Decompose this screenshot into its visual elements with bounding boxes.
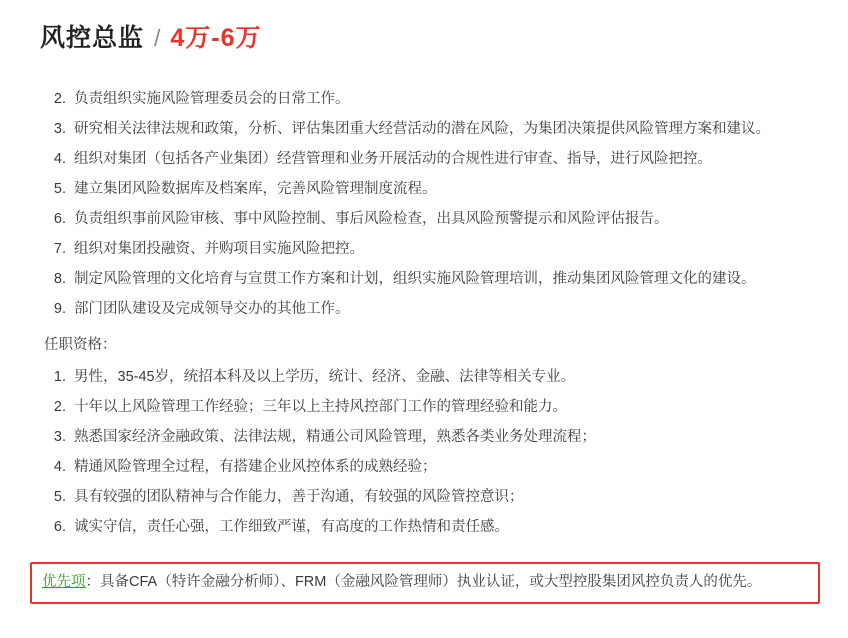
list-item-text: 组织对集团投融资、并购项目实施风险把控。 bbox=[74, 241, 364, 257]
list-item bbox=[40, 392, 818, 422]
list-item-number: 2. bbox=[53, 91, 66, 107]
list-item-text: 十年以上风险管理工作经验；三年以上主持风控部门工作的管理经验和能力。 bbox=[74, 399, 567, 415]
list-item-text: 部门团队建设及完成领导交办的其他工作。 bbox=[74, 301, 350, 317]
salary-range: 4万-6万 bbox=[170, 24, 262, 52]
list-item bbox=[40, 512, 818, 542]
list-item bbox=[40, 452, 818, 482]
job-header bbox=[0, 0, 848, 54]
preference-line bbox=[42, 570, 808, 594]
list-item bbox=[40, 294, 818, 324]
list-item bbox=[40, 234, 818, 264]
title-separator: / bbox=[154, 25, 161, 51]
list-item-text: 负责组织事前风险审核、事中风险控制、事后风险检查，出具风险预警提示和风险评估报告。 bbox=[74, 211, 669, 227]
list-item-number: 9. bbox=[53, 301, 66, 317]
list-item-text: 建立集团风险数据库及档案库，完善风险管理制度流程。 bbox=[74, 181, 437, 197]
list-item bbox=[40, 482, 818, 512]
qualifications-heading: 任职资格： bbox=[44, 337, 117, 353]
list-item bbox=[40, 174, 818, 204]
list-item-number: 1. bbox=[53, 369, 66, 385]
preference-label: 优先项 bbox=[42, 574, 86, 590]
list-item-text: 精通风险管理全过程，有搭建企业风控体系的成熟经验； bbox=[74, 459, 437, 475]
list-item-text: 组织对集团（包括各产业集团）经营管理和业务开展活动的合规性进行审查、指导，进行风险把控。 bbox=[74, 151, 712, 167]
list-item-text: 熟悉国家经济金融政策、法律法规，精通公司风险管理，熟悉各类业务处理流程； bbox=[74, 429, 596, 445]
list-item-number: 3. bbox=[53, 121, 66, 137]
list-item-number: 4. bbox=[53, 151, 66, 167]
list-item-number: 2. bbox=[53, 399, 66, 415]
job-description-body bbox=[0, 54, 848, 542]
list-item-number: 8. bbox=[53, 271, 66, 287]
list-item-number: 6. bbox=[53, 211, 66, 227]
list-item-text: 男性，35-45岁，统招本科及以上学历，统计、经济、金融、法律等相关专业。 bbox=[74, 369, 576, 385]
preference-colon: ： bbox=[85, 574, 100, 590]
list-item-text: 研究相关法律法规和政策，分析、评估集团重大经营活动的潜在风险，为集团决策提供风险管理方案和建议。 bbox=[74, 121, 770, 137]
preference-text: 具备CFA（特许金融分析师）、FRM（金融风险管理师）执业认证，或大型控股集团风控负责人的优先。 bbox=[100, 574, 762, 590]
list-item bbox=[40, 422, 818, 452]
list-item-text: 制定风险管理的文化培育与宣贯工作方案和计划，组织实施风险管理培训，推动集团风险管理文化的建设。 bbox=[74, 271, 756, 287]
page-title: 风控总监 bbox=[40, 24, 145, 52]
list-item bbox=[40, 264, 818, 294]
list-item-number: 4. bbox=[53, 459, 66, 475]
preference-highlight-box bbox=[30, 562, 820, 604]
list-item bbox=[40, 144, 818, 174]
list-item-text: 诚实守信，责任心强，工作细致严谨，有高度的工作热情和责任感。 bbox=[74, 519, 509, 535]
list-item-text: 负责组织实施风险管理委员会的日常工作。 bbox=[74, 91, 350, 107]
qualifications-list bbox=[40, 362, 818, 542]
list-item-number: 5. bbox=[53, 489, 66, 505]
list-item bbox=[40, 204, 818, 234]
list-item bbox=[40, 362, 818, 392]
list-item bbox=[40, 84, 818, 114]
list-item-number: 6. bbox=[53, 519, 66, 535]
list-item-number: 5. bbox=[53, 181, 66, 197]
list-item-number: 3. bbox=[53, 429, 66, 445]
list-item bbox=[40, 114, 818, 144]
list-item-text: 具有较强的团队精神与合作能力，善于沟通，有较强的风险管控意识； bbox=[74, 489, 524, 505]
list-item-number: 7. bbox=[53, 241, 66, 257]
duties-list bbox=[40, 84, 818, 324]
